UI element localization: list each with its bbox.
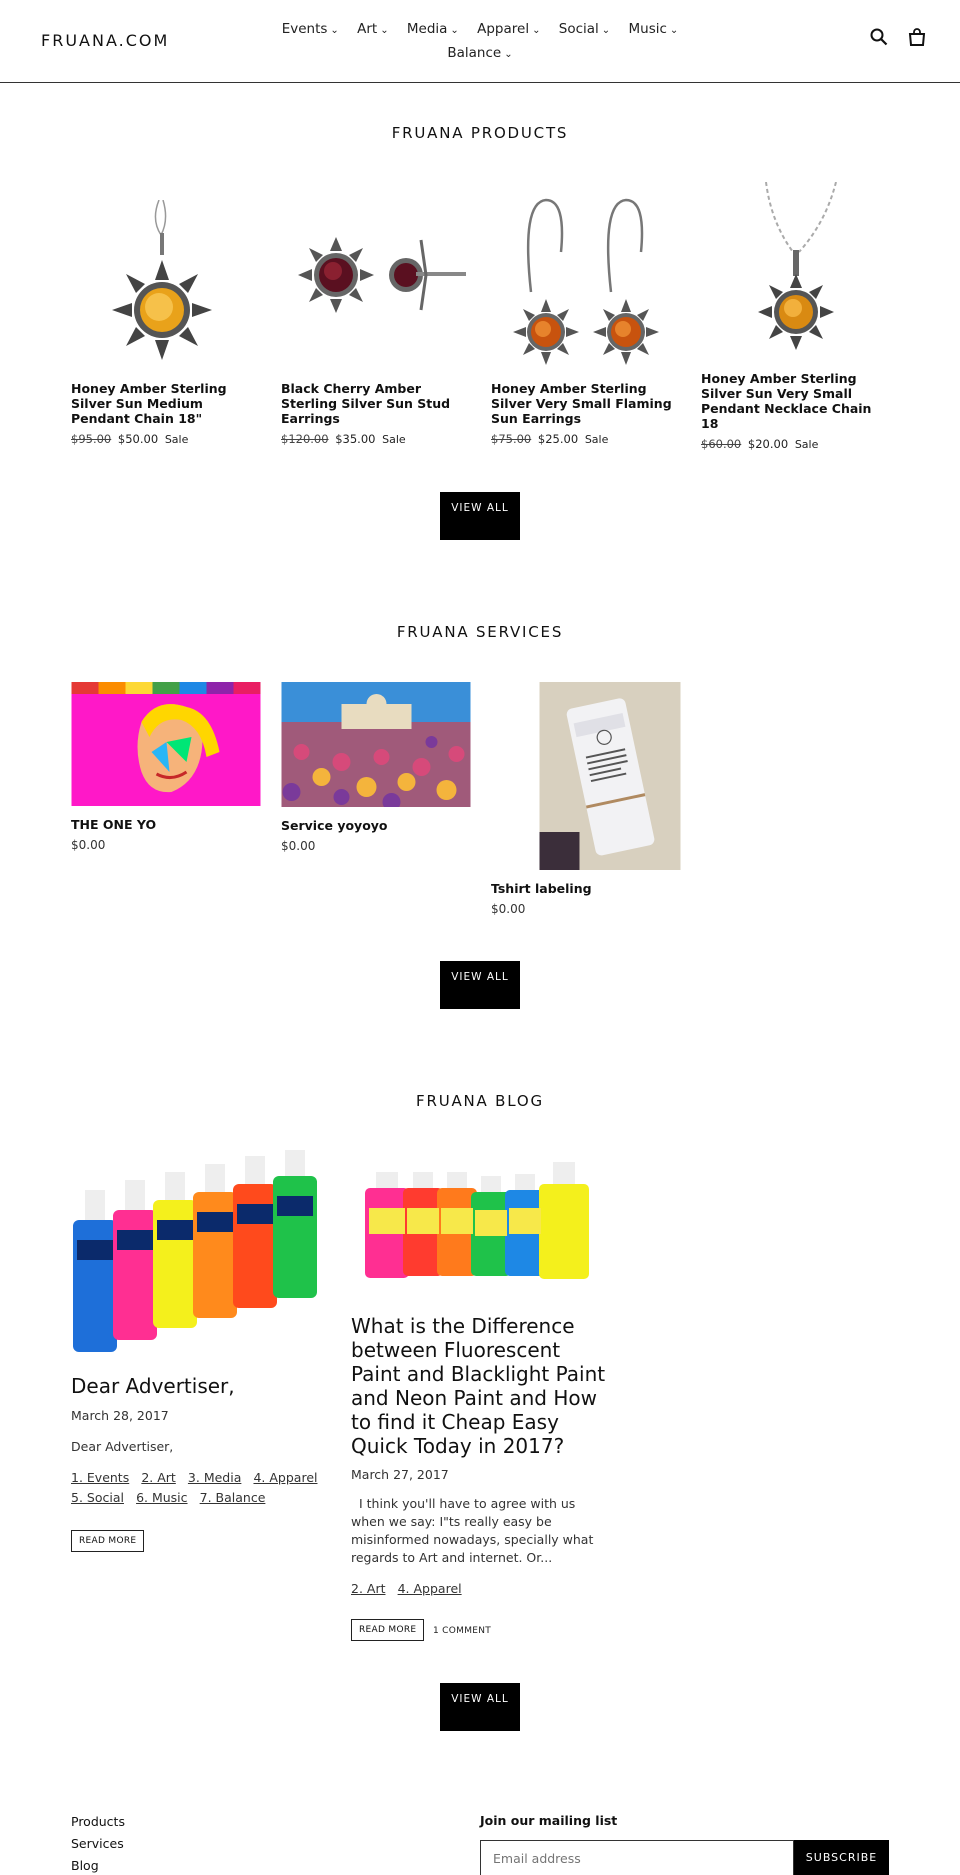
product-image-stud-earrings[interactable]	[281, 210, 471, 350]
site-logo[interactable]: FRUANA.COM	[41, 31, 170, 50]
blog-view-all-button[interactable]: VIEW ALL	[440, 1683, 520, 1731]
chevron-down-icon: ⌄	[330, 25, 339, 36]
nav-label: Apparel	[477, 21, 530, 37]
tag-link[interactable]: 3. Media	[187, 1470, 242, 1485]
old-price: $95.00	[71, 432, 112, 446]
footer-link-products[interactable]: Products	[71, 1814, 125, 1829]
blog-image-paint-bottles[interactable]	[71, 1150, 326, 1355]
product-image-sun-pendant[interactable]	[71, 200, 261, 370]
sale-badge: Sale	[164, 433, 189, 446]
nav-item-apparel[interactable]	[477, 18, 540, 42]
blog-post	[71, 1150, 326, 1507]
main-nav	[250, 18, 710, 66]
mailing-list-title: Join our mailing list	[480, 1813, 618, 1828]
service-image-tshirt-labeling[interactable]	[515, 682, 705, 870]
tag-link[interactable]: 2. Art	[141, 1470, 176, 1485]
header-icons	[870, 28, 926, 46]
service-title[interactable]: Service yoyoyo	[281, 818, 388, 833]
nav-item-media[interactable]	[407, 18, 459, 42]
read-more-button[interactable]: READ MORE	[351, 1619, 424, 1641]
nav-label: Media	[406, 21, 448, 37]
products-view-all-button[interactable]: VIEW ALL	[440, 492, 520, 540]
product-price	[491, 432, 681, 446]
service-image-the-one-yo[interactable]	[71, 682, 261, 806]
email-field[interactable]	[480, 1840, 794, 1875]
sale-badge: Sale	[382, 433, 406, 446]
product-title[interactable]: Honey Amber Sterling Silver Sun Very Small Pendant Necklace Chain 18	[701, 371, 872, 431]
read-more-button[interactable]: READ MORE	[71, 1530, 144, 1552]
service-title[interactable]: THE ONE YO	[71, 817, 157, 832]
nav-item-social[interactable]	[559, 18, 610, 42]
old-price: $120.00	[281, 432, 329, 446]
product-title[interactable]: Honey Amber Sterling Silver Very Small Flaming Sun Earrings	[491, 381, 672, 426]
nav-label: Art	[357, 21, 378, 37]
tag-link[interactable]: 2. Art	[351, 1581, 386, 1596]
product-price	[701, 437, 891, 451]
site-header	[0, 0, 960, 83]
service-price: $0.00	[281, 839, 316, 853]
chevron-down-icon: ⌄	[504, 49, 513, 60]
chevron-down-icon: ⌄	[601, 25, 611, 36]
chevron-down-icon: ⌄	[669, 25, 679, 36]
nav-label: Events	[281, 21, 328, 37]
blog-post-excerpt: I think you'll have to agree with us when we say: I"ts really easy be misinformed nowadays, specially what regards to Art and internet. Or...	[351, 1496, 594, 1565]
tag-link[interactable]: 4. Apparel	[397, 1581, 462, 1596]
cart-icon[interactable]	[908, 28, 926, 46]
nav-item-music[interactable]	[628, 18, 678, 42]
tag-link[interactable]: 7. Balance	[199, 1490, 266, 1505]
sale-price: $20.00	[747, 437, 789, 451]
search-icon[interactable]	[870, 28, 888, 46]
blog-post-title[interactable]: Dear Advertiser,	[71, 1374, 235, 1398]
comment-count-link[interactable]: 1 COMMENT	[433, 1626, 492, 1636]
nav-label: Balance	[447, 45, 502, 61]
sale-badge: Sale	[584, 433, 609, 446]
tag-link[interactable]: 4. Apparel	[253, 1470, 318, 1485]
blog-post	[351, 1158, 606, 1598]
blog-section-title: FRUANA BLOG	[416, 1092, 544, 1110]
nav-item-art[interactable]	[357, 18, 388, 42]
sale-badge: Sale	[794, 438, 819, 451]
footer-link-services[interactable]: Services	[71, 1836, 124, 1851]
service-price: $0.00	[491, 902, 526, 916]
product-image-flaming-sun-earrings[interactable]	[491, 192, 681, 370]
blog-post-date: March 28, 2017	[71, 1408, 169, 1423]
service-title[interactable]: Tshirt labeling	[491, 881, 592, 896]
nav-label: Social	[558, 21, 599, 37]
sale-price: $35.00	[335, 432, 376, 446]
sale-price: $25.00	[537, 432, 579, 446]
nav-item-events[interactable]	[282, 18, 339, 42]
product-image-small-pendant-necklace[interactable]	[701, 182, 891, 358]
product-price	[71, 432, 261, 446]
footer-link-blog[interactable]: Blog	[71, 1858, 99, 1873]
chevron-down-icon: ⌄	[450, 25, 459, 36]
subscribe-button[interactable]: SUBSCRIBE	[794, 1840, 889, 1875]
blog-post-tags	[71, 1467, 326, 1507]
old-price: $75.00	[491, 432, 532, 446]
nav-label: Music	[628, 21, 667, 37]
chevron-down-icon: ⌄	[532, 25, 541, 36]
blog-post-date: March 27, 2017	[351, 1467, 449, 1482]
service-image-service-yoyoyo[interactable]	[281, 682, 471, 807]
blog-post-tags	[351, 1578, 606, 1598]
services-view-all-button[interactable]: VIEW ALL	[440, 961, 520, 1009]
product-price	[281, 432, 471, 446]
blog-post-excerpt: Dear Advertiser,	[71, 1439, 174, 1454]
tag-link[interactable]: 5. Social	[71, 1490, 124, 1505]
old-price: $60.00	[701, 437, 742, 451]
products-section-title: FRUANA PRODUCTS	[391, 124, 569, 142]
blog-post-title[interactable]: What is the Difference between Fluorescent Paint and Blacklight Paint and Neon Paint and How to find it Cheap Easy Quick Today in 2017?	[351, 1314, 606, 1458]
sale-price: $50.00	[117, 432, 159, 446]
chevron-down-icon: ⌄	[380, 25, 389, 36]
nav-item-balance[interactable]	[447, 42, 512, 66]
service-price: $0.00	[71, 838, 106, 852]
tag-link[interactable]: 1. Events	[71, 1470, 130, 1485]
product-title[interactable]: Honey Amber Sterling Silver Sun Medium Pendant Chain 18"	[71, 381, 227, 426]
product-title[interactable]: Black Cherry Amber Sterling Silver Sun Stud Earrings	[281, 381, 451, 426]
services-section-title: FRUANA SERVICES	[396, 623, 564, 641]
blog-image-fluorescent-paint[interactable]	[351, 1158, 606, 1293]
tag-link[interactable]: 6. Music	[136, 1490, 188, 1505]
